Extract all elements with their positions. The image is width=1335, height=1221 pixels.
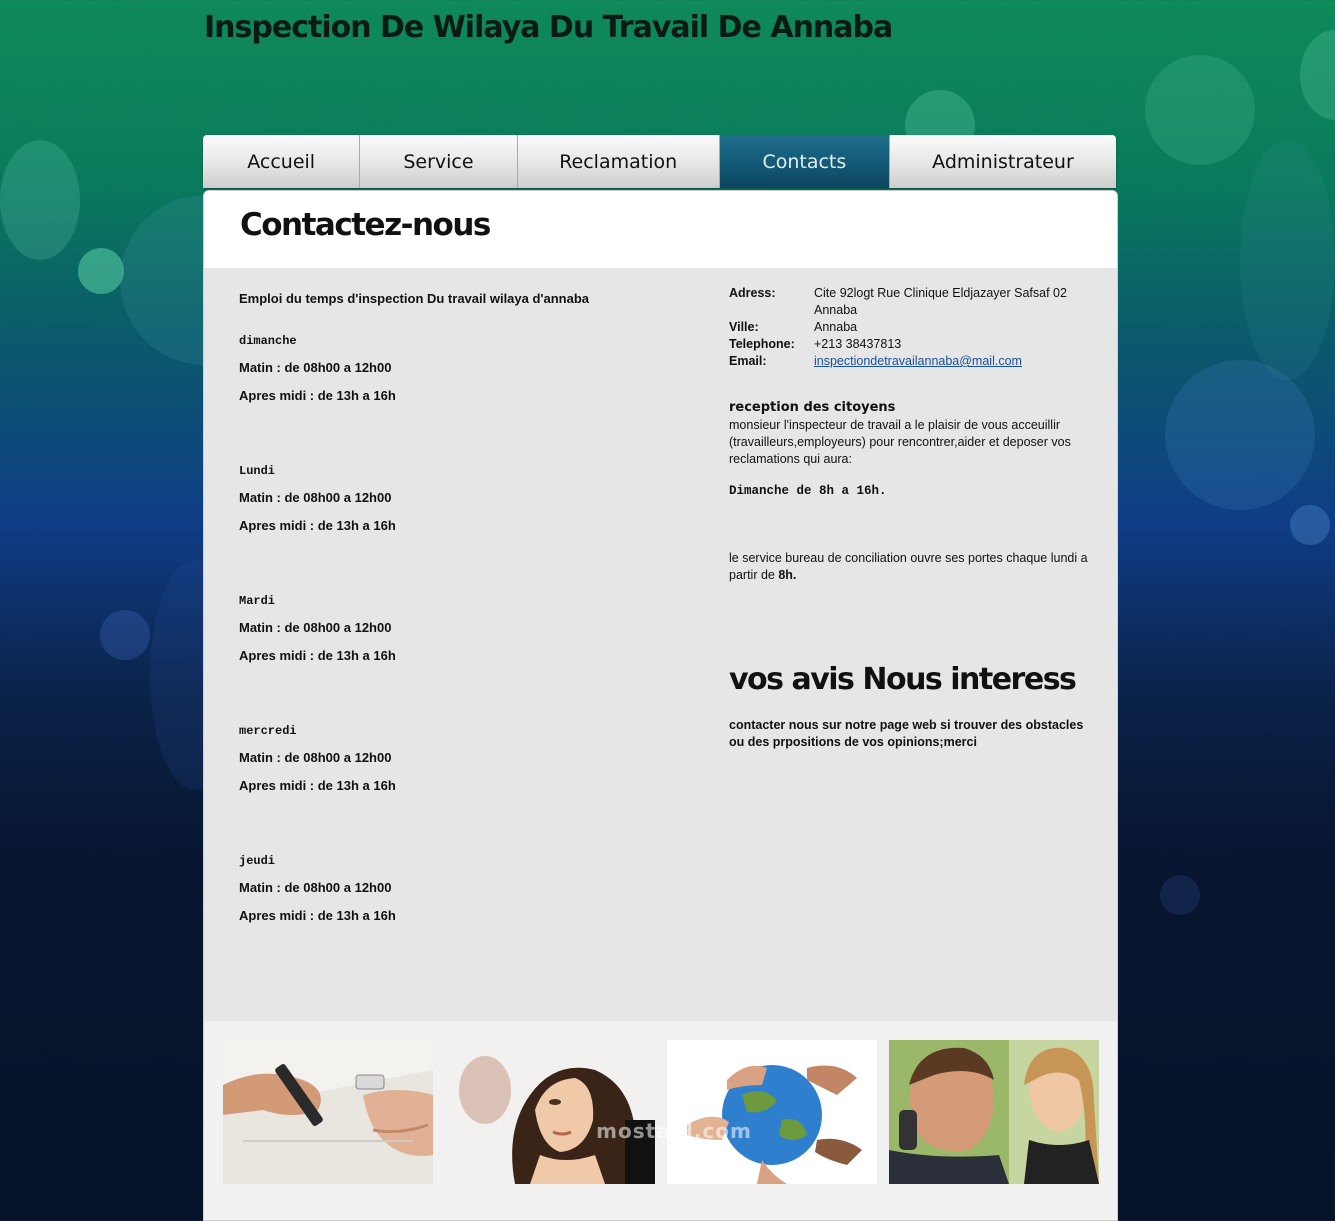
conciliation-text: [729, 550, 1089, 584]
schedule-day: [239, 854, 659, 936]
bokeh-light: [1290, 505, 1330, 545]
bokeh-light: [1165, 360, 1315, 510]
schedule-day: [239, 594, 659, 676]
opinion-title: vos avis Nous interess: [729, 662, 1076, 697]
watermark: mostaql.com: [596, 1119, 752, 1143]
email-value-wrapper: [814, 353, 1089, 370]
page-title: Contactez-nous: [240, 207, 490, 243]
afternoon-hours: Apres midi : de 13h a 16h: [239, 518, 396, 533]
bokeh-light: [78, 248, 124, 294]
bokeh-light: [100, 610, 150, 660]
address-label: Adress:: [729, 286, 776, 300]
city-row: [729, 319, 1089, 336]
photo-gallery: [204, 1021, 1117, 1221]
bokeh-light: [1145, 55, 1255, 165]
main-navigation: [203, 135, 1116, 188]
day-name: Lundi: [239, 464, 276, 478]
address-value: Cite 92logt Rue Clinique Eldjazayer Safsaf 02 Annaba: [814, 286, 1067, 317]
bokeh-light: [0, 140, 80, 260]
schedule-day: [239, 464, 659, 546]
opinion-text: contacter nous sur notre page web si trouver des obstacles ou des prpositions de vos opinions;merci: [729, 718, 1084, 749]
nav-item-accueil[interactable]: Accueil: [203, 135, 360, 188]
nav-item-contacts[interactable]: Contacts: [720, 135, 890, 188]
bokeh-light: [1300, 30, 1335, 120]
day-name: Mardi: [239, 594, 276, 608]
contact-section: [729, 285, 1089, 751]
woman-looking-up-photo[interactable]: [445, 1040, 655, 1184]
schedule-section: [239, 291, 659, 984]
afternoon-hours: Apres midi : de 13h a 16h: [239, 908, 396, 923]
nav-item-administrateur[interactable]: Administrateur: [890, 135, 1116, 188]
man-on-phone-with-woman-photo[interactable]: [889, 1040, 1099, 1184]
schedule-heading: Emploi du temps d'inspection Du travail wilaya d'annaba: [239, 291, 590, 306]
morning-hours: Matin : de 08h00 a 12h00: [239, 750, 392, 765]
hands-on-globe-photo[interactable]: [667, 1040, 877, 1184]
day-name: jeudi: [239, 854, 276, 868]
nav-item-reclamation[interactable]: Reclamation: [518, 135, 720, 188]
address-row: [729, 285, 1089, 319]
day-name: dimanche: [239, 334, 297, 348]
afternoon-hours: Apres midi : de 13h a 16h: [239, 648, 396, 663]
reception-title: reception des citoyens: [729, 400, 896, 415]
email-row: [729, 353, 1089, 370]
reception-hours: Dimanche de 8h a 16h.: [729, 484, 887, 498]
city-value: Annaba: [814, 320, 858, 334]
phone-value: +213 38437813: [814, 337, 902, 351]
nav-item-service[interactable]: Service: [360, 135, 517, 188]
panel-header: [204, 191, 1117, 268]
email-label: Email:: [729, 354, 767, 368]
schedule-day: [239, 334, 659, 416]
conciliation-body: le service bureau de conciliation ouvre ses portes chaque lundi a partir de: [729, 551, 1088, 582]
conciliation-time: 8h.: [778, 568, 797, 582]
reception-text: monsieur l'inspecteur de travail a le plaisir de vous acceuillir (travailleurs,employeurs) pour rencontrer,aider et deposer vos reclamations qui aura:: [729, 418, 1071, 466]
bokeh-light: [1160, 875, 1200, 915]
city-label: Ville:: [729, 320, 759, 334]
day-name: mercredi: [239, 724, 297, 738]
phone-label: Telephone:: [729, 337, 795, 351]
content-panel: [203, 190, 1118, 1221]
schedule-day: [239, 724, 659, 806]
morning-hours: Matin : de 08h00 a 12h00: [239, 620, 392, 635]
email-link[interactable]: inspectiondetravailannaba@mail.com: [814, 354, 1022, 368]
afternoon-hours: Apres midi : de 13h a 16h: [239, 778, 396, 793]
hands-signing-document-photo[interactable]: [223, 1040, 433, 1184]
site-title: Inspection De Wilaya Du Travail De Annaba: [204, 10, 893, 45]
phone-row: [729, 336, 1089, 353]
morning-hours: Matin : de 08h00 a 12h00: [239, 490, 392, 505]
morning-hours: Matin : de 08h00 a 12h00: [239, 360, 392, 375]
bokeh-light: [1240, 140, 1335, 380]
morning-hours: Matin : de 08h00 a 12h00: [239, 880, 392, 895]
afternoon-hours: Apres midi : de 13h a 16h: [239, 388, 396, 403]
